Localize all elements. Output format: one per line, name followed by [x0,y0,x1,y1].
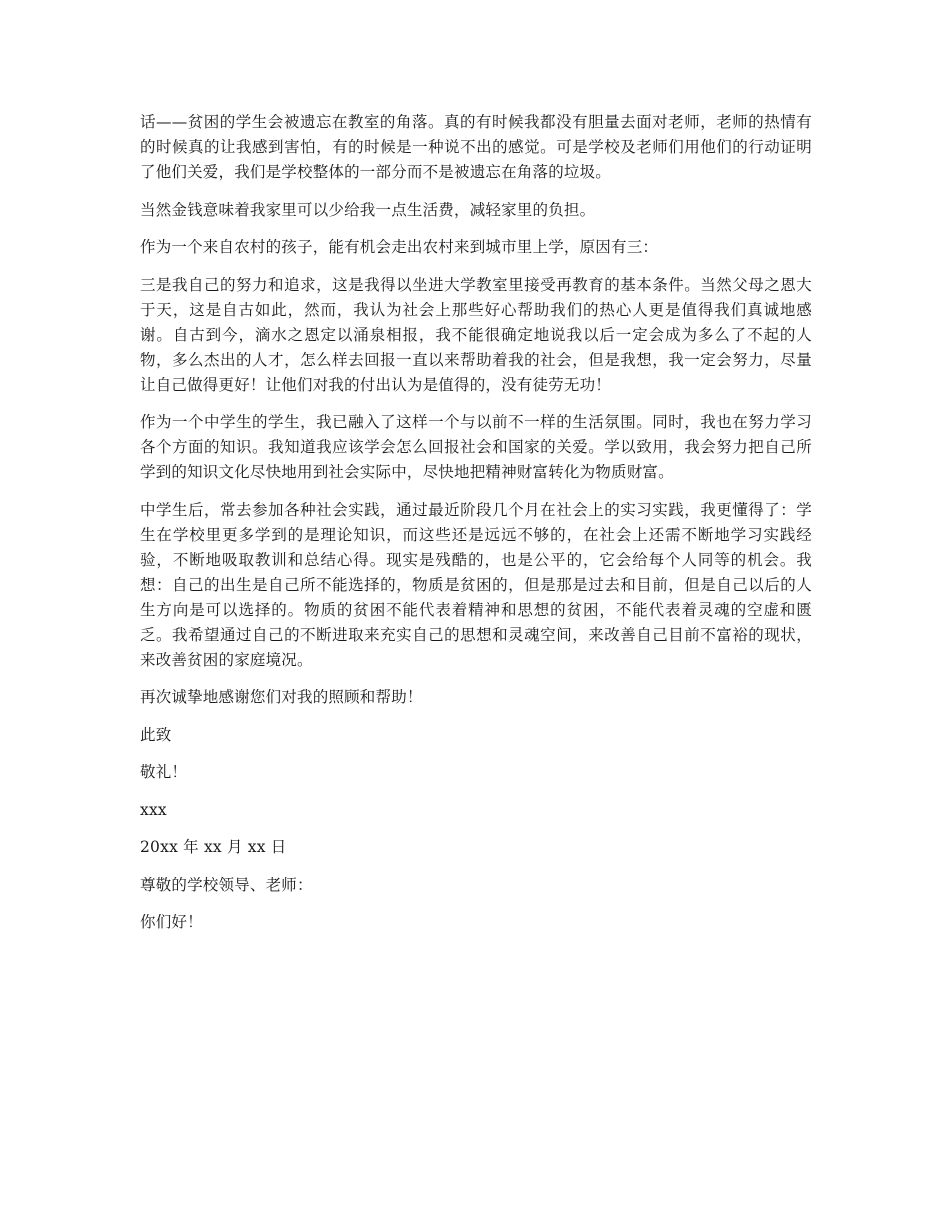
paragraph-neglected-student: 话——贫困的学生会被遗忘在教室的角落。真的有时候我都没有胆量去面对老师，老师的热情有的时候真的让我感到害怕，有的时候是一种说不出的感觉。可是学校及老师们用他们的行动证明了他们关爱，我们是学校整体的一部分而不是被遗忘在角落的垃圾。 [140,113,812,181]
new-letter-greeting: 你们好！ [140,913,203,931]
new-letter-addressee: 尊敬的学校领导、老师： [140,875,313,894]
paragraph-thanks: 再次诚挚地感谢您们对我的照顾和帮助！ [140,688,423,706]
paragraph-middle-school: 作为一个中学生的学生，我已融入了这样一个与以前不一样的生活氛围。同时，我也在努力学习各个方面的知识。我知道我应该学会怎么回报社会和国家的关爱。学以致用，我会努力把自己所学到的知识文化尽快地用到社会实际中，尽快地把精神财富转化为物质财富。 [140,413,812,481]
letter-date: 20xx 年 xx 月 xx 日 [140,838,287,856]
paragraph-rural-child: 作为一个来自农村的孩子，能有机会走出农村来到城市里上学，原因有三： [140,238,659,256]
signature-name: xxx [140,800,167,819]
closing-salutation: 此致 [140,725,172,744]
paragraph-social-practice: 中学生后，常去参加各种社会实践，通过最近阶段几个月在社会上的实习实践，我更懂得了：学生在学校里更多学到的是理论知识，而这些还是远远不够的，在社会上还需不断地学习实践经验，不断地吸取教训和总结心得。现实是残酷的，也是公平的，它会给每个人同等的机会。我想：自己的出生是自己所不能选择的，物质是贫困的，但是那是过去和目前，但是自己以后的人生方向是可以选择的。物质的贫困不能代表着精神和思想的贫困，不能代表着灵魂的空虚和匮乏。我希望通过自己的不断进取来充实自己的思想和灵魂空间，来改善自己目前不富裕的现状，来改善贫困的家庭境况。 [140,500,812,669]
paragraph-own-effort: 三是我自己的努力和追求，这是我得以坐进大学教室里接受再教育的基本条件。当然父母之恩大于天，这是自古如此，然而，我认为社会上那些好心帮助我们的热心人更是值得我们真诚地感谢。自古到今，滴水之恩定以涌泉相报，我不能很确定地说我以后一定会成为多么了不起的人物，多么杰出的人才，怎么样去回报一直以来帮助着我的社会，但是我想，我一定会努力，尽量让自己做得更好！让他们对我的付出认为是值得的，没有徒劳无功！ [140,275,812,394]
letter-page [140,110,812,948]
closing-respect: 敬礼！ [140,763,188,781]
paragraph-money: 当然金钱意味着我家里可以少给我一点生活费，减轻家里的负担。 [140,200,596,219]
